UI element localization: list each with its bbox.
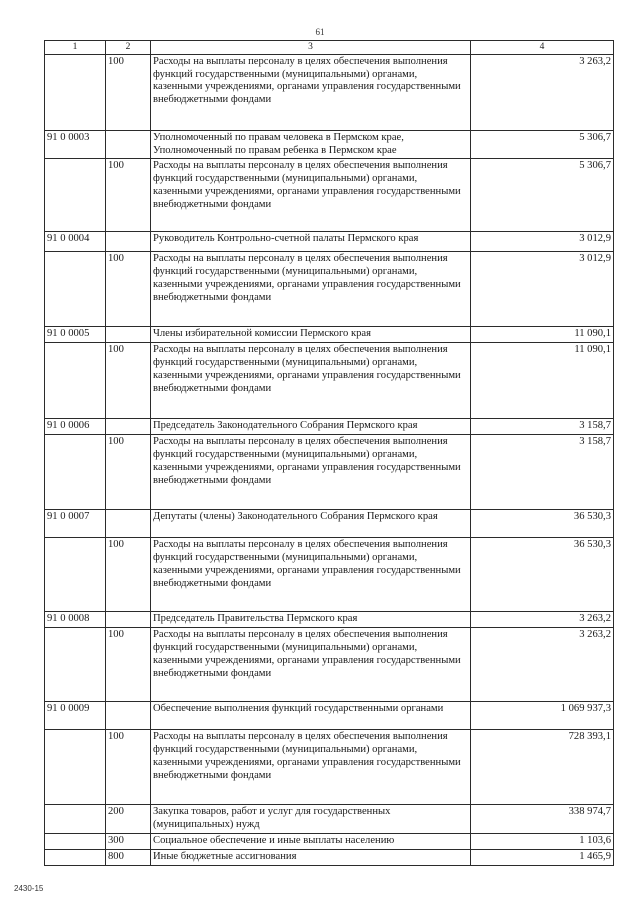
amount: 3 263,2: [471, 54, 614, 130]
header-col-4: 4: [471, 41, 614, 55]
target-code: [45, 252, 106, 327]
amount: 3 012,9: [471, 252, 614, 327]
table-row: [45, 343, 614, 419]
expense-kind: [106, 327, 151, 343]
description: Социальное обеспечение и иные выплаты населению: [151, 833, 471, 849]
amount: 1 465,9: [471, 849, 614, 865]
expense-kind: 100: [106, 343, 151, 419]
expense-kind: 300: [106, 833, 151, 849]
description: Председатель Правительства Пермского края: [151, 612, 471, 628]
expense-kind: [106, 612, 151, 628]
table-row: [45, 702, 614, 730]
expense-kind: 100: [106, 54, 151, 130]
table-row: [45, 510, 614, 538]
table-row: [45, 805, 614, 834]
amount: 3 158,7: [471, 435, 614, 510]
amount: 3 012,9: [471, 232, 614, 252]
header-col-2: 2: [106, 41, 151, 55]
expense-kind: [106, 510, 151, 538]
target-code: [45, 805, 106, 834]
amount: 3 263,2: [471, 612, 614, 628]
target-code: [45, 849, 106, 865]
expense-kind: 200: [106, 805, 151, 834]
description: Расходы на выплаты персоналу в целях обеспечения выполнения функций государственными (муниципальными) органами, казенными учреждениями, органами управления государственными внебюджетными фондами: [151, 538, 471, 612]
table-header: [45, 41, 614, 55]
amount: 3 158,7: [471, 419, 614, 435]
description: Расходы на выплаты персоналу в целях обеспечения выполнения функций государственными (муниципальными) органами, казенными учреждениями, органами управления государственными внебюджетными фондами: [151, 628, 471, 702]
page-number: 61: [315, 27, 325, 37]
target-code: 91 0 0005: [45, 327, 106, 343]
expense-kind: 100: [106, 730, 151, 805]
description: Расходы на выплаты персоналу в целях обеспечения выполнения функций государственными (муниципальными) органами, казенными учреждениями, органами управления государственными внебюджетными фондами: [151, 159, 471, 232]
target-code: 91 0 0003: [45, 130, 106, 159]
target-code: [45, 435, 106, 510]
table-row: [45, 833, 614, 849]
target-code: [45, 730, 106, 805]
amount: 1 069 937,3: [471, 702, 614, 730]
amount: 338 974,7: [471, 805, 614, 834]
description: Уполномоченный по правам человека в Пермском крае, Уполномоченный по правам ребенка в Пермском крае: [151, 130, 471, 159]
table-row: [45, 159, 614, 232]
amount: 11 090,1: [471, 327, 614, 343]
description: Расходы на выплаты персоналу в целях обеспечения выполнения функций государственными (муниципальными) органами, казенными учреждениями, органами управления государственными внебюджетными фондами: [151, 54, 471, 130]
target-code: 91 0 0009: [45, 702, 106, 730]
description: Расходы на выплаты персоналу в целях обеспечения выполнения функций государственными (муниципальными) органами, казенными учреждениями, органами управления государственными внебюджетными фондами: [151, 343, 471, 419]
header-col-3: 3: [151, 41, 471, 55]
target-code: 91 0 0007: [45, 510, 106, 538]
expense-kind: 100: [106, 435, 151, 510]
target-code: [45, 538, 106, 612]
target-code: 91 0 0006: [45, 419, 106, 435]
target-code: [45, 628, 106, 702]
table-row: [45, 419, 614, 435]
table-row: [45, 435, 614, 510]
budget-table: [44, 40, 614, 866]
document-code: 2430-15: [14, 884, 44, 893]
expense-kind: 100: [106, 628, 151, 702]
target-code: [45, 54, 106, 130]
description: Председатель Законодательного Собрания Пермского края: [151, 419, 471, 435]
amount: 3 263,2: [471, 628, 614, 702]
amount: 5 306,7: [471, 159, 614, 232]
target-code: 91 0 0008: [45, 612, 106, 628]
table-row: [45, 252, 614, 327]
description: Обеспечение выполнения функций государственными органами: [151, 702, 471, 730]
amount: 36 530,3: [471, 510, 614, 538]
expense-kind: [106, 419, 151, 435]
amount: 36 530,3: [471, 538, 614, 612]
table-row: [45, 130, 614, 159]
description: Члены избирательной комиссии Пермского края: [151, 327, 471, 343]
description: Расходы на выплаты персоналу в целях обеспечения выполнения функций государственными (муниципальными) органами, казенными учреждениями, органами управления государственными внебюджетными фондами: [151, 252, 471, 327]
amount: 5 306,7: [471, 130, 614, 159]
target-code: [45, 833, 106, 849]
table-row: [45, 730, 614, 805]
description: Иные бюджетные ассигнования: [151, 849, 471, 865]
table-row: [45, 232, 614, 252]
description: Руководитель Контрольно-счетной палаты Пермского края: [151, 232, 471, 252]
expense-kind: [106, 130, 151, 159]
description: Закупка товаров, работ и услуг для государственных (муниципальных) нужд: [151, 805, 471, 834]
table-row: [45, 612, 614, 628]
table-body: [45, 54, 614, 865]
expense-kind: [106, 702, 151, 730]
description: Депутаты (члены) Законодательного Собрания Пермского края: [151, 510, 471, 538]
table-row: [45, 54, 614, 130]
target-code: [45, 343, 106, 419]
header-col-1: 1: [45, 41, 106, 55]
target-code: [45, 159, 106, 232]
expense-kind: [106, 232, 151, 252]
table-row: [45, 327, 614, 343]
expense-kind: 100: [106, 159, 151, 232]
amount: 728 393,1: [471, 730, 614, 805]
expense-kind: 100: [106, 538, 151, 612]
amount: 1 103,6: [471, 833, 614, 849]
expense-kind: 800: [106, 849, 151, 865]
expense-kind: 100: [106, 252, 151, 327]
target-code: 91 0 0004: [45, 232, 106, 252]
table-row: [45, 849, 614, 865]
table-row: [45, 538, 614, 612]
description: Расходы на выплаты персоналу в целях обеспечения выполнения функций государственными (муниципальными) органами, казенными учреждениями, органами управления государственными внебюджетными фондами: [151, 435, 471, 510]
table-row: [45, 628, 614, 702]
description: Расходы на выплаты персоналу в целях обеспечения выполнения функций государственными (муниципальными) органами, казенными учреждениями, органами управления государственными внебюджетными фондами: [151, 730, 471, 805]
amount: 11 090,1: [471, 343, 614, 419]
